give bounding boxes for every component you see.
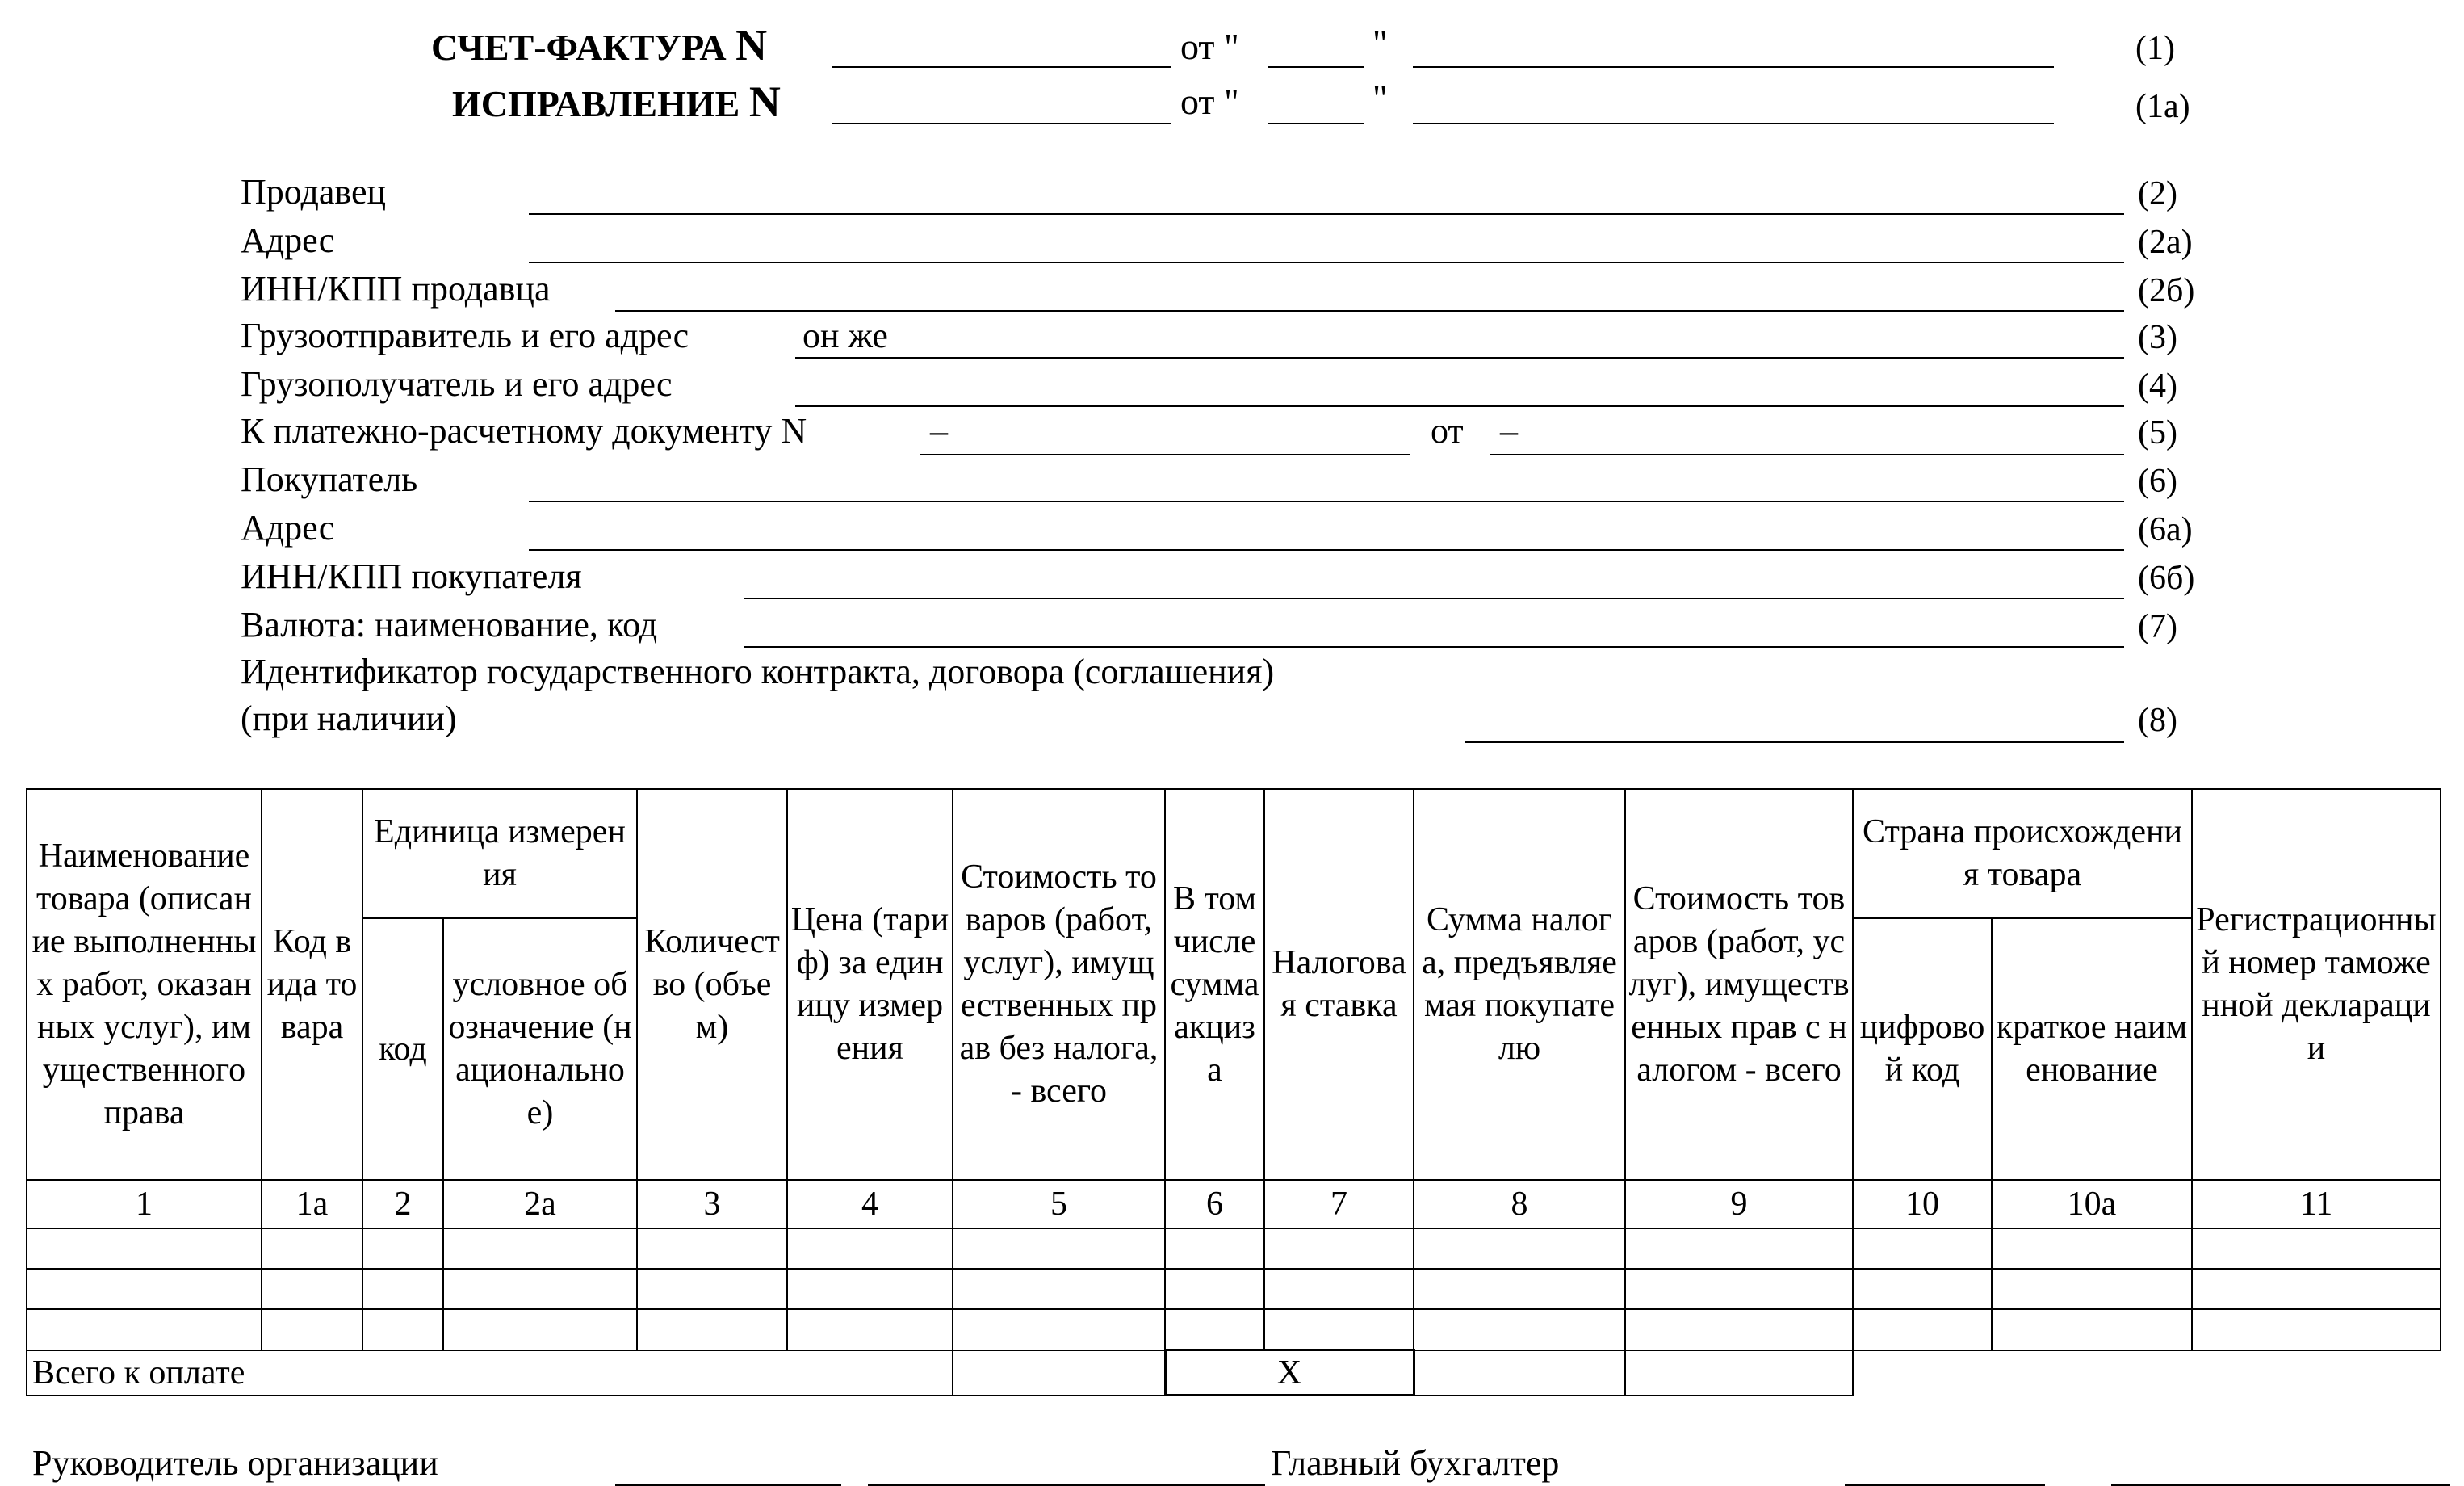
correction-quote-close: " [1372,78,1388,119]
col-country-header: Страна происхождения товара [1853,789,2192,918]
table-cell[interactable] [1625,1269,1853,1309]
table-cell[interactable] [637,1269,787,1309]
director-label: Руководитель организации [32,1443,438,1483]
seller-label: Продавец [241,172,387,212]
col-number: 6 [1165,1180,1264,1228]
total-label: Всего к оплате [27,1350,953,1396]
col-unit-symbol-header: условное обозначение (национальное) [443,918,637,1180]
seller-address-line[interactable] [529,262,2124,263]
col-number: 11 [2192,1180,2441,1228]
table-cell[interactable] [1165,1309,1264,1350]
table-cell[interactable] [262,1228,362,1269]
table-cell[interactable] [1264,1228,1414,1269]
invoice-table [26,788,2441,1396]
table-cell[interactable] [1414,1228,1625,1269]
table-cell[interactable] [1992,1228,2192,1269]
col-country-name-header: краткое наименование [1992,918,2192,1180]
table-cell[interactable] [362,1309,443,1350]
column-numbers-row [27,1180,2441,1228]
accountant-label: Главный бухгалтер [1271,1443,1560,1483]
table-cell[interactable] [2192,1309,2441,1350]
code-5: (5) [2138,414,2177,451]
table-cell[interactable] [1853,1309,1992,1350]
buyer-inn-line[interactable] [744,598,2124,599]
payment-doc-from-value: – [1500,411,1518,451]
invoice-title: СЧЕТ-ФАКТУРА N [431,21,768,69]
table-cell[interactable] [787,1228,953,1269]
table-cell[interactable] [27,1269,262,1309]
col-number: 4 [787,1180,953,1228]
table-cell[interactable] [443,1228,637,1269]
table-cell[interactable] [953,1309,1165,1350]
col-kind-code-header: Код вида товара [262,789,362,1180]
table-cell[interactable] [787,1309,953,1350]
buyer-inn-label: ИНН/КПП покупателя [241,556,582,596]
code-2: (2) [2138,175,2177,212]
buyer-label: Покупатель [241,460,418,499]
code-1a: (1а) [2135,88,2190,125]
col-name-header: Наименование товара (описание выполненных работ, оказанных услуг), имущественного права [27,789,262,1180]
col-number: 10а [1992,1180,2192,1228]
total-cost-with-tax-cell[interactable] [1625,1350,1853,1396]
col-country-code-header: цифровой код [1853,918,1992,1180]
shipper-label: Грузоотправитель и его адрес [241,316,689,355]
code-2b: (2б) [2138,272,2195,309]
table-cell[interactable] [262,1269,362,1309]
table-row[interactable] [27,1269,2441,1309]
table-cell[interactable] [1992,1309,2192,1350]
table-cell[interactable] [443,1309,637,1350]
code-4: (4) [2138,367,2177,405]
contract-id-label: Идентификатор государственного контракта, договора (соглашения) [241,652,1275,691]
shipper-value: он же [802,316,888,355]
table-cell[interactable] [1264,1309,1414,1350]
buyer-address-line[interactable] [529,549,2124,551]
table-cell[interactable] [953,1228,1165,1269]
col-number: 10 [1853,1180,1992,1228]
col-number: 1а [262,1180,362,1228]
seller-inn-label: ИНН/КПП продавца [241,269,551,309]
col-excise-header: В том числе сумма акциза [1165,789,1264,1180]
code-6a: (6а) [2138,511,2193,548]
contract-id-line[interactable] [1465,741,2124,743]
col-number: 9 [1625,1180,1853,1228]
total-x-mark: X [1165,1350,1414,1396]
table-cell[interactable] [1853,1269,1992,1309]
col-number: 5 [953,1180,1165,1228]
table-cell[interactable] [953,1269,1165,1309]
col-price-header: Цена (тариф) за единицу измерения [787,789,953,1180]
table-cell[interactable] [1414,1309,1625,1350]
table-cell[interactable] [362,1269,443,1309]
code-1: (1) [2135,30,2175,67]
col-cost-with-tax-header: Стоимость товаров (работ, услуг), имущественных прав с налогом - всего [1625,789,1853,1180]
col-unit-header: Единица измерения [362,789,637,918]
table-cell[interactable] [1165,1228,1264,1269]
seller-inn-line[interactable] [615,310,2124,312]
total-blank [1853,1350,2441,1396]
table-cell[interactable] [443,1269,637,1309]
payment-doc-label: К платежно-расчетному документу N [241,411,807,451]
col-qty-header: Количество (объем) [637,789,787,1180]
code-2a: (2а) [2138,224,2193,261]
shipper-line[interactable] [795,357,2124,359]
invoice-number-line[interactable] [832,66,1171,68]
seller-line[interactable] [529,213,2124,215]
table-cell[interactable] [787,1269,953,1309]
table-cell[interactable] [1165,1269,1264,1309]
currency-line[interactable] [744,646,2124,648]
table-cell[interactable] [362,1228,443,1269]
total-tax-sum-cell[interactable] [1414,1350,1625,1396]
table-cell[interactable] [2192,1269,2441,1309]
correction-day-line[interactable] [1268,123,1364,124]
col-number: 2а [443,1180,637,1228]
col-number: 3 [637,1180,787,1228]
correction-number-line[interactable] [832,123,1171,124]
invoice-date-line[interactable] [1413,66,2054,68]
correction-title: ИСПРАВЛЕНИЕ N [452,78,781,126]
invoice-from-label: от " [1180,26,1239,67]
code-7: (7) [2138,608,2177,645]
consignee-label: Грузополучатель и его адрес [241,364,673,404]
seller-address-label: Адрес [241,220,335,260]
total-cost-no-tax-cell[interactable] [953,1350,1165,1396]
col-tax-sum-header: Сумма налога, предъявляемая покупателю [1414,789,1625,1180]
code-3: (3) [2138,319,2177,356]
table-cell[interactable] [1625,1309,1853,1350]
total-row [27,1350,2441,1396]
table-cell[interactable] [637,1309,787,1350]
currency-label: Валюта: наименование, код [241,605,658,644]
col-number: 8 [1414,1180,1625,1228]
correction-date-line[interactable] [1413,123,2054,124]
col-cost-no-tax-header: Стоимость товаров (работ, услуг), имущественных прав без налога, - всего [953,789,1165,1180]
payment-doc-line[interactable] [920,454,1410,455]
correction-from-label: от " [1180,81,1239,122]
table-row[interactable] [27,1309,2441,1350]
payment-doc-date-line[interactable] [1490,454,2124,455]
table-cell[interactable] [637,1228,787,1269]
payment-doc-from-label: от [1431,411,1464,451]
col-number: 1 [27,1180,262,1228]
col-tax-rate-header: Налоговая ставка [1264,789,1414,1180]
table-cell[interactable] [1625,1228,1853,1269]
contract-id-label-2: (при наличии) [241,699,457,738]
col-customs-header: Регистрационный номер таможенной декларации [2192,789,2441,1180]
invoice-day-line[interactable] [1268,66,1364,68]
invoice-quote-close: " [1372,23,1388,64]
payment-doc-value: – [930,411,948,451]
table-cell[interactable] [1853,1228,1992,1269]
table-cell[interactable] [2192,1228,2441,1269]
code-8: (8) [2138,702,2177,739]
table-cell[interactable] [27,1309,262,1350]
table-cell[interactable] [262,1309,362,1350]
table-cell[interactable] [1992,1269,2192,1309]
table-cell[interactable] [1264,1269,1414,1309]
col-number: 7 [1264,1180,1414,1228]
buyer-address-label: Адрес [241,508,335,548]
col-number: 2 [362,1180,443,1228]
code-6: (6) [2138,463,2177,500]
buyer-line[interactable] [529,501,2124,502]
code-6b: (6б) [2138,560,2195,597]
table-cell[interactable] [1414,1269,1625,1309]
table-cell[interactable] [27,1228,262,1269]
col-unit-code-header: код [362,918,443,1180]
table-row[interactable] [27,1228,2441,1269]
consignee-line[interactable] [795,405,2124,407]
